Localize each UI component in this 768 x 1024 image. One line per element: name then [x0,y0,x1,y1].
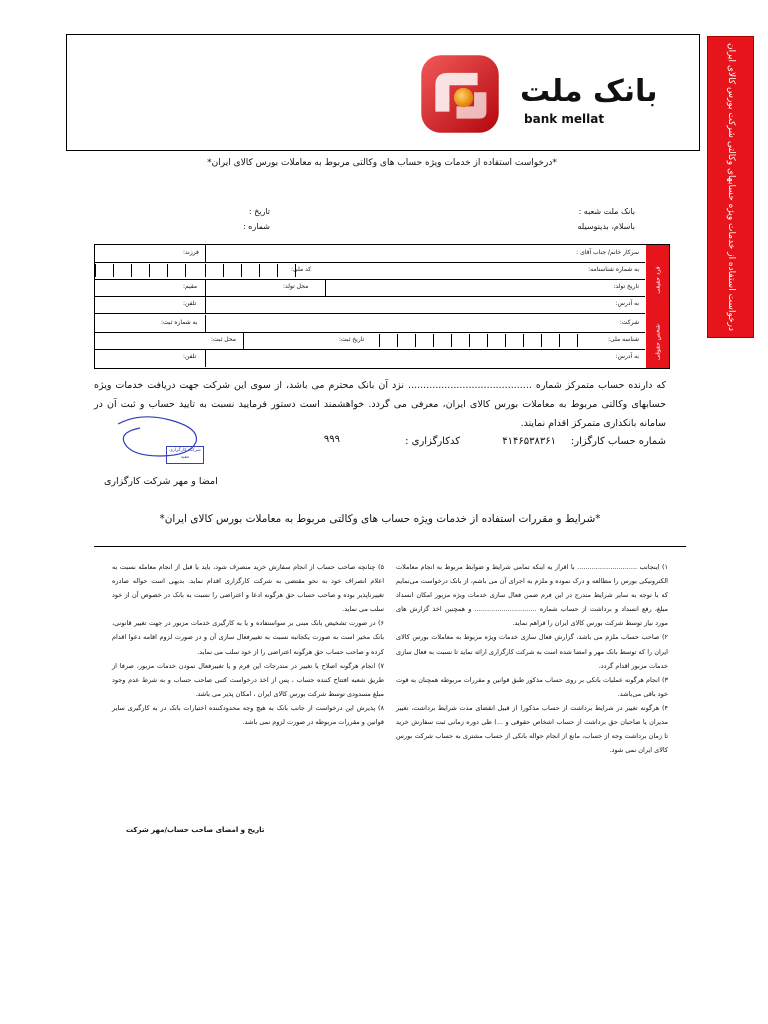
company-national-id-label: شناسه ملی: [607,336,639,343]
client-address-label: به آدرس: [615,300,639,307]
side-banner [707,36,754,338]
bank-name-fa: بانک ملت [520,74,658,109]
client-row-address [95,296,645,314]
greeting: باسلام، بدینوسیله [577,222,635,231]
term-item: ۵) چنانچه صاحب حساب از انجام سفارش خرید منصرف شود، باید یا قبل از انجام معامله نسبت به اعلام انصراف خود به نحو مقتضی به شرکت کارگزاری اقدام نماید. بدیهی است حواله صادره تغییرناپذیر بوده و صاحب حساب حق هرگونه ادعا و اعتراضی را نسبت به بانک در خصوص آن از خود سلب می نماید. [112,563,384,614]
date-label: تاریخ : [248,207,270,216]
client-row-id [95,262,645,280]
broker-account-label: شماره حساب کارگزار: [570,436,666,447]
terms-column-left [112,560,384,729]
branch-label: بانک ملت شعبه : [578,207,635,216]
company-phone-label: تلفن: [183,353,197,360]
company-row-address [95,349,645,366]
term-item: ۱) اینجانب ............................. با اقرار به اینکه تمامی شرایط و ضوابط مربوط به انجام معاملات الکترونیکی بورس را مطالعه و درک نموده و ملزم به اجرای آن می باشم، از بانک درخواست می‌نمایم که با توجه به سایر شرایط مندرج در این فرم ضمن فعال سازی خدمات ویژه مزبور امکان انسداد مبلغ، رفع انسداد و برداشت از حساب شماره .............................. و همچنین اخذ گزارش های مورد نیاز توسط شرکت بورس کالای ایران را فراهم نماید. [396,563,668,628]
company-row-name [95,315,645,333]
account-holder-signature-label: تاریخ و امضای صاحب حساب/مهر شرکت [126,826,265,834]
term-item: ۲) صاحب حساب ملزم می باشد، گزارش فعال سازی خدمات ویژه مربوط به معاملات بورس کالای ایران را که توسط بانک مهر و امضا شده است به شرکت کارگزاری ارائه نماید تا نسبت به فعال سازی خدمات مزبور اقدام گردد. [396,633,668,670]
term-item: ۴) هرگونه تغییر در شرایط برداشت از حساب مذکور( از قبیل انقضای مدت شرایط برداشت، تغییر مدیران یا صاحبان حق برداشت از حساب اشخاص حقوقی و ...) طی دوره زمانی ثبت سفارش خرید تا زمان برداشت وجه از حساب، مانع از انجام حواله بانکی از حساب مشتری به حساب شرکت بورس کالای ایران نمی شود. [396,703,668,755]
bank-mellat-emblem-icon [416,50,504,138]
term-item: ۷) انجام هرگونه اصلاح یا تغییر در مندرجات این فرم و یا تغییرفعال نمودن خدمات مزبور، صرفا از طریق شعبه افتتاح کننده حساب ، پس از اخذ درخواست کتبی صاحب حساب و به شرط عدم وجود مبلغ مسدودی توسط شرکت بورس کالای ایران ، امکان پذیر می باشد. [112,661,384,698]
client-section-tab: فرد حقیقی [646,245,669,316]
client-name-label: سرکار خانم/ جناب آقای : [576,249,639,256]
client-row-birth [95,279,645,297]
client-phone-label: تلفن: [183,300,197,307]
company-address-label: به آدرس: [615,353,639,360]
terms-title: *شرایط و مقررات استفاده از خدمات ویژه حساب های وکالتی مربوط به معاملات بورس کالای ایران* [159,513,601,525]
client-residence-label: مقیم: [183,283,198,290]
company-reg-number-label: به شماره ثبت: [161,319,198,326]
client-birthplace-label: محل تولد: [283,283,309,290]
bank-name-en: bank mellat [524,112,605,126]
signature-scribble-icon [110,412,210,474]
company-reg-date-label: تاریخ ثبت: [339,336,365,343]
broker-account-value: ۴۱۴۶۵۳۸۳۶۱ [502,436,556,447]
request-title: *درخواست استفاده از خدمات ویژه حساب های وکالتی مربوط به معاملات بورس کالای ایران* [207,158,557,168]
client-birthdate-label: تاریخ تولد: [613,283,639,290]
broker-sign-label: امضا و مهر شرکت کارگزاری [104,476,218,487]
header-right [470,204,635,234]
broker-code-label: کدکارگزاری : [405,436,460,447]
info-table [94,244,670,369]
company-name-label: شرکت: [619,319,639,326]
terms-column-right [396,560,668,757]
term-item: ۶) در صورت تشخیص بانک مبنی بر سواستفاده و یا به کارگیری خدمات مزبور در جهت تغییر قانونی، بانک مخیر است به صورت یکجانبه نسبت به تغییرفعال سازی آن و در صورت لزوم اقامه دعوا اقدام کرده و صاحب حساب حق هرگونه اعتراضی را از خود سلب می نماید. [112,619,384,656]
divider [94,546,686,547]
term-item: ۳) انجام هرگونه عملیات بانکی بر روی حساب مذکور طبق قوانین و مقررات مربوطه همچنان به قوت خود باقی می‌باشد. [396,675,668,698]
client-national-code-label: کد ملی: [291,266,312,273]
company-section-tab: شخص حقوقی [646,315,669,368]
intro-paragraph: که دارنده حساب متمرکز شماره ......................................... نزد آن بانک محترم می باشد، از سوی این شرکت جهت دریافت خدمات ویژه حسابهای وکالتی مربوط به معاملات بورس کالای ایران، معرفی می گردد. خواهشمند است دستور فرمایید نسبت به تایید حساب و ثبت آن در سامانه بانکداری متمرکز اقدام نمایند. [94,380,666,429]
header-left [180,204,270,234]
client-row-name [95,245,645,263]
company-stamp [110,412,200,472]
stamp-text: شرکت کارگزاری مفید [166,446,204,464]
company-row-id [95,332,645,350]
client-father-label: فرزند: [183,249,199,256]
company-reg-place-label: محل ثبت: [211,336,236,343]
broker-code-value: ۹۹۹ [323,434,340,445]
bank-logo [408,46,678,142]
term-item: ۸) پذیرش این درخواست از جانب بانک به هیچ وجه محدودکننده اختیارات بانک در به کارگیری سایر قوانین و مقررات مربوطه در صورت لزوم نمی باشد. [112,703,384,727]
client-id-label: به شماره شناسنامه: [588,266,639,273]
number-label: شماره : [242,222,270,231]
side-banner-text: درخواست استفاده از خدمات ویژه حسابهای وکالتی شرکت بورس کالای ایران [725,42,736,332]
